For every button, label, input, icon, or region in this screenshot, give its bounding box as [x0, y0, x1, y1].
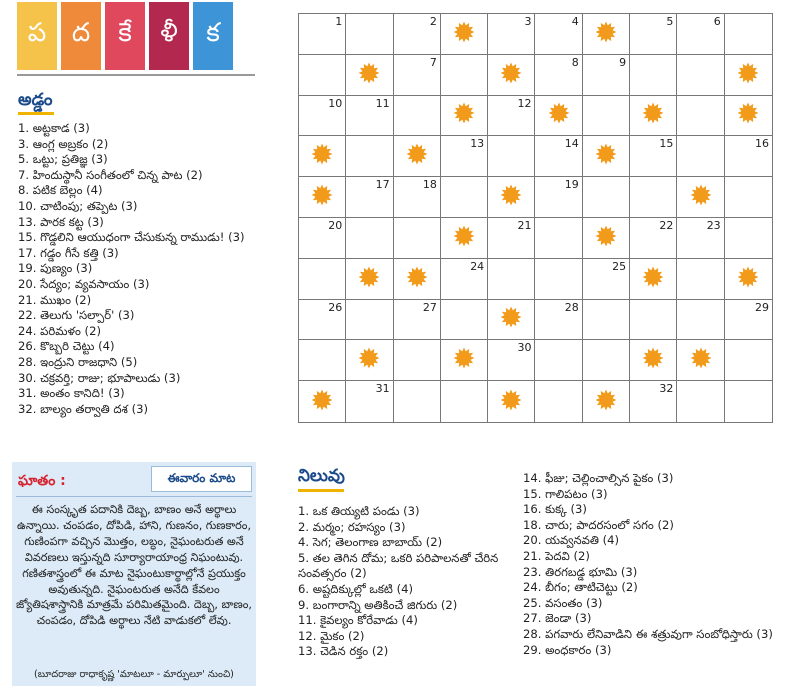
blocked-cell — [441, 14, 488, 55]
blocked-cell — [725, 259, 772, 300]
clue-item: 27. జెండా (3) — [523, 611, 592, 626]
clue-number: 23 — [706, 218, 721, 232]
grid-cell[interactable] — [394, 340, 441, 381]
grid-cell[interactable] — [583, 300, 630, 341]
blocked-cell — [299, 177, 346, 218]
grid-cell[interactable] — [394, 381, 441, 422]
grid-cell[interactable] — [725, 136, 772, 177]
grid-cell[interactable] — [346, 14, 393, 55]
clue-number: 26 — [328, 300, 343, 314]
blocked-cell — [583, 381, 630, 422]
grid-cell[interactable] — [299, 14, 346, 55]
blocked-cell — [299, 136, 346, 177]
sun-star-icon — [311, 389, 333, 415]
clue-item: 28. పగవారు లేనివాడిని ఈ శత్రువుగా సంబోధిస్తారు (3) — [523, 626, 773, 641]
clue-item: 22. తెలుగు 'సల్పార్' (3) — [18, 308, 135, 323]
grid-cell[interactable] — [583, 96, 630, 137]
clue-number: 28 — [564, 300, 579, 314]
clue-item: 4. సెగ; తెలంగాణ బాబాయ్ (2) — [298, 535, 443, 550]
clue-item: 32. బాల్యం తర్వాతి దశ (3) — [18, 401, 149, 416]
blocked-cell — [677, 340, 724, 381]
across-clue-list — [18, 121, 245, 417]
logo-letter: ద — [71, 18, 91, 48]
grid-cell[interactable] — [394, 14, 441, 55]
clue-item: 9. బంగారాన్ని అతికించే జిగురు (2) — [298, 597, 458, 612]
clue-item: 28. ఇంద్రుని రాజధాని (5) — [18, 354, 138, 369]
blocked-cell — [725, 55, 772, 96]
blocked-cell — [583, 218, 630, 259]
sun-star-icon — [595, 225, 617, 251]
clue-number: 4 — [571, 15, 579, 28]
clue-item: 25. వసంతం (3) — [523, 595, 603, 610]
puzzle-logo — [17, 2, 233, 70]
grid-cell[interactable] — [299, 300, 346, 341]
grid-cell[interactable] — [677, 218, 724, 259]
clue-item: 31. అంతం కానిది! (3) — [18, 386, 125, 401]
sun-star-icon — [595, 21, 617, 47]
grid-cell[interactable] — [346, 136, 393, 177]
sun-star-icon — [406, 143, 428, 169]
grid-cell[interactable] — [488, 14, 535, 55]
grid-cell[interactable] — [677, 259, 724, 300]
grid-cell[interactable] — [583, 259, 630, 300]
sun-star-icon — [453, 225, 475, 251]
across-heading-underline — [18, 112, 54, 115]
clue-number: 12 — [517, 96, 532, 110]
grid-cell[interactable] — [299, 340, 346, 381]
blocked-cell — [630, 340, 677, 381]
logo-divider — [17, 74, 255, 76]
blocked-cell — [583, 14, 630, 55]
clue-item: 12. మైకం (2) — [298, 628, 365, 643]
sun-star-icon — [500, 62, 522, 88]
word-of-week-description: ఈ సంస్కృత పదానికి దెబ్బ, బాణం అనే అర్థాలు ఉన్నాయి. చంపడం, దోపిడి, హాని, గుణనం, గుణకారం, గుణింపగా వచ్చిన మొత్తం, లబ్ధం, నైఘంటరుత అనే వివరణలు ఇస్తున్నది సూర్యారాయాంధ్ర నిఘంటువు. గణితశాస్త్రంలో ఈ మాట నైఘంటుకార్థాల్లోనే ప్రయుక్తం అవుతున్నది. నైఘంటరుత అనేది కేవలం జ్యోతిషశాస్త్రానికి మాత్రమే పరిమితమైంది. దెబ్బ, బాణం, చంపడం, దోపిడి అర్థాలు నేటి వాడుకలో లేవు. — [16, 503, 252, 628]
grid-cell[interactable] — [630, 136, 677, 177]
sun-star-icon — [358, 266, 380, 292]
grid-cell[interactable] — [630, 218, 677, 259]
grid-cell[interactable] — [346, 218, 393, 259]
word-of-week-title: ఘాతం : — [18, 473, 66, 489]
logo-letter: కే — [118, 18, 132, 48]
down-heading: నిలువు — [298, 466, 345, 486]
blocked-cell — [394, 259, 441, 300]
blocked-cell — [394, 136, 441, 177]
word-box-divider — [16, 496, 252, 497]
sun-star-icon — [358, 347, 380, 373]
clue-number: 2 — [429, 15, 437, 28]
clue-item: 13. చెడిన రక్తం (2) — [298, 644, 389, 659]
blocked-cell — [441, 340, 488, 381]
clue-item: 24. పరిమళం (2) — [18, 323, 101, 338]
clue-item: 1. అట్టకాడ (3) — [18, 121, 90, 135]
grid-cell[interactable] — [299, 55, 346, 96]
sun-star-icon — [737, 62, 759, 88]
blocked-cell — [488, 177, 535, 218]
grid-cell[interactable] — [535, 259, 582, 300]
clue-number: 24 — [470, 259, 485, 273]
clue-item: 6. అష్టదిక్కుల్లో ఒకటి (4) — [298, 581, 413, 596]
clue-item: 20. యవ్వనవతి (4) — [523, 533, 620, 548]
clue-number: 19 — [564, 178, 579, 192]
clue-number: 25 — [612, 259, 627, 273]
clue-number: 11 — [375, 96, 390, 110]
sun-star-icon — [358, 62, 380, 88]
blocked-cell — [488, 55, 535, 96]
grid-cell[interactable] — [725, 177, 772, 218]
clue-item: 8. పటిక బెల్లం (4) — [18, 183, 103, 198]
grid-cell[interactable] — [346, 381, 393, 422]
clue-item: 19. పుణ్యం (3) — [18, 261, 93, 276]
grid-cell[interactable] — [677, 300, 724, 341]
grid-cell[interactable] — [535, 136, 582, 177]
clue-item: 1. ఒక తియ్యటి పండు (3) — [298, 504, 420, 518]
clue-item: 5. ఒట్టు; ప్రతిజ్ఞ (3) — [18, 152, 108, 167]
down-clue-list-1 — [298, 504, 498, 660]
clue-item: 18. చారు; పాదరసంలో సగం (2) — [523, 517, 674, 532]
clue-item: 15. గొడ్డలిని ఆయుధంగా చేసుకున్న రాముడు! (3) — [18, 230, 245, 245]
grid-cell[interactable] — [346, 300, 393, 341]
grid-cell[interactable] — [630, 55, 677, 96]
clue-item: 15. గాలిపటం (3) — [523, 486, 608, 501]
logo-tile — [193, 2, 233, 70]
clue-number: 1 — [335, 15, 343, 28]
clue-item: 11. కైవల్యం కోరేవాడు (4) — [298, 613, 418, 628]
clue-number: 9 — [619, 55, 627, 69]
grid-cell[interactable] — [583, 340, 630, 381]
clue-item: 5. తల తెగిన దోమ; ఒకరి పరిపాలనతో చేరిన — [298, 550, 499, 565]
logo-letter: క — [206, 18, 220, 48]
sun-star-icon — [642, 347, 664, 373]
clue-item: 7. హిందుస్థానీ సంగీతంలో చిన్న పాట (2) — [18, 167, 203, 182]
sun-star-icon — [500, 389, 522, 415]
sun-star-icon — [453, 102, 475, 128]
grid-cell[interactable] — [725, 14, 772, 55]
grid-cell[interactable] — [394, 300, 441, 341]
grid-cell[interactable] — [725, 340, 772, 381]
grid-cell[interactable] — [535, 177, 582, 218]
sun-star-icon — [690, 347, 712, 373]
grid-cell[interactable] — [299, 259, 346, 300]
clue-item: 26. కొబ్బరి చెట్టు (4) — [18, 339, 115, 354]
clue-number: 16 — [754, 137, 769, 151]
grid-cell[interactable] — [535, 218, 582, 259]
blocked-cell — [346, 259, 393, 300]
clue-item: 21. పెదవి (2) — [523, 548, 590, 563]
grid-cell[interactable] — [441, 259, 488, 300]
clue-item: 24. బీగం; తాటిచెట్టు (2) — [523, 580, 638, 595]
grid-cell[interactable] — [488, 218, 535, 259]
clue-number: 32 — [659, 382, 674, 396]
blocked-cell — [583, 136, 630, 177]
word-of-week-credit: (బూదరాజు రాధాకృష్ణ 'మాటలూ - మార్పులూ' నుంచి) — [34, 669, 234, 680]
grid-cell[interactable] — [346, 96, 393, 137]
clue-item: 2. మర్మం; రహస్యం (3) — [298, 519, 406, 534]
clue-number: 14 — [564, 137, 579, 151]
clue-item: 10. చాటింపు; తప్పెట (3) — [18, 198, 138, 213]
clue-item: 23. తిరగబడ్డ భూమి (3) — [523, 564, 638, 579]
sun-star-icon — [453, 21, 475, 47]
grid-cell[interactable] — [630, 177, 677, 218]
clue-number: 22 — [659, 218, 674, 232]
sun-star-icon — [500, 306, 522, 332]
blocked-cell — [488, 300, 535, 341]
across-heading: అడ్డం — [18, 90, 53, 110]
clue-number: 6 — [713, 15, 721, 28]
down-heading-underline — [298, 489, 344, 492]
clue-number: 13 — [470, 137, 485, 151]
grid-cell[interactable] — [394, 177, 441, 218]
word-of-week-tab: ఈవారం మాట — [151, 466, 252, 492]
clue-number: 15 — [659, 137, 674, 151]
sun-star-icon — [737, 266, 759, 292]
clue-number: 31 — [375, 382, 390, 396]
grid-cell[interactable] — [488, 259, 535, 300]
blocked-cell — [346, 340, 393, 381]
sun-star-icon — [453, 347, 475, 373]
clue-number: 21 — [517, 218, 532, 232]
logo-tile — [149, 2, 189, 70]
grid-cell[interactable] — [725, 300, 772, 341]
sun-star-icon — [500, 184, 522, 210]
sun-star-icon — [311, 184, 333, 210]
grid-cell[interactable] — [394, 55, 441, 96]
sun-star-icon — [548, 102, 570, 128]
clue-item: 20. సేద్యం; వ్యవసాయం (3) — [18, 276, 150, 291]
grid-cell[interactable] — [535, 340, 582, 381]
clue-item: 21. ముఖం (2) — [18, 292, 92, 307]
grid-cell[interactable] — [725, 218, 772, 259]
logo-letter: ప — [27, 18, 47, 48]
sun-star-icon — [690, 184, 712, 210]
sun-star-icon — [311, 143, 333, 169]
logo-tile — [17, 2, 57, 70]
clue-number: 7 — [429, 55, 437, 69]
blocked-cell — [630, 96, 677, 137]
grid-cell[interactable] — [677, 381, 724, 422]
grid-cell[interactable] — [535, 300, 582, 341]
grid-cell[interactable] — [583, 55, 630, 96]
grid-cell[interactable] — [299, 218, 346, 259]
grid-cell[interactable] — [535, 55, 582, 96]
clue-item: 13. పారక కట్ట (3) — [18, 214, 104, 229]
grid-cell[interactable] — [677, 96, 724, 137]
clue-number: 3 — [524, 15, 532, 28]
blocked-cell — [725, 96, 772, 137]
sun-star-icon — [737, 102, 759, 128]
clue-number: 10 — [328, 96, 343, 110]
sun-star-icon — [406, 266, 428, 292]
grid-cell[interactable] — [441, 381, 488, 422]
grid-cell[interactable] — [441, 55, 488, 96]
grid-cell[interactable] — [725, 381, 772, 422]
clue-number: 27 — [422, 300, 437, 314]
grid-cell[interactable] — [677, 55, 724, 96]
grid-cell[interactable] — [677, 136, 724, 177]
grid-cell[interactable] — [677, 14, 724, 55]
blocked-cell — [441, 96, 488, 137]
clue-number: 5 — [666, 15, 674, 28]
down-clue-list-2 — [523, 471, 773, 658]
logo-tile — [61, 2, 101, 70]
grid-cell[interactable] — [394, 218, 441, 259]
clue-item: 30. చక్రవర్తి; రాజు; భూపాలుడు (3) — [18, 370, 181, 385]
blocked-cell — [535, 96, 582, 137]
clue-number: 18 — [422, 178, 437, 192]
clue-number: 8 — [571, 55, 579, 69]
grid-cell[interactable] — [299, 96, 346, 137]
grid-cell[interactable] — [488, 136, 535, 177]
clue-item: సంవత్సరం (2) — [298, 566, 367, 581]
grid-cell[interactable] — [630, 300, 677, 341]
grid-cell[interactable] — [394, 96, 441, 137]
clue-number: 20 — [328, 218, 343, 232]
blocked-cell — [441, 218, 488, 259]
grid-cell[interactable] — [535, 14, 582, 55]
blocked-cell — [346, 55, 393, 96]
logo-tile — [105, 2, 145, 70]
grid-cell[interactable] — [535, 381, 582, 422]
blocked-cell — [299, 381, 346, 422]
blocked-cell — [630, 259, 677, 300]
grid-cell[interactable] — [583, 177, 630, 218]
grid-cell[interactable] — [441, 300, 488, 341]
sun-star-icon — [642, 266, 664, 292]
clue-item: 16. కుక్క (3) — [523, 502, 587, 517]
sun-star-icon — [642, 102, 664, 128]
grid-cell[interactable] — [630, 14, 677, 55]
clue-number: 30 — [517, 341, 532, 355]
clue-item: 29. అంధకారం (3) — [523, 642, 612, 657]
grid-cell[interactable] — [441, 177, 488, 218]
clue-item: 3. ఆంగ్ల అబ్రకం (2) — [18, 136, 109, 151]
crossword-grid — [298, 13, 773, 423]
grid-cell[interactable] — [441, 136, 488, 177]
grid-cell[interactable] — [630, 381, 677, 422]
clue-item: 17. గడ్డం గీసే కత్తి (3) — [18, 245, 119, 260]
blocked-cell — [677, 177, 724, 218]
blocked-cell — [488, 381, 535, 422]
clue-item: 14. ఫీజు; చెల్లించాల్సిన పైకం (3) — [523, 471, 674, 485]
sun-star-icon — [595, 389, 617, 415]
sun-star-icon — [595, 143, 617, 169]
logo-letter: ళీ — [160, 18, 178, 48]
grid-cell[interactable] — [488, 340, 535, 381]
grid-cell[interactable] — [488, 96, 535, 137]
clue-number: 17 — [375, 178, 390, 192]
grid-cell[interactable] — [346, 177, 393, 218]
clue-number: 29 — [754, 300, 769, 314]
